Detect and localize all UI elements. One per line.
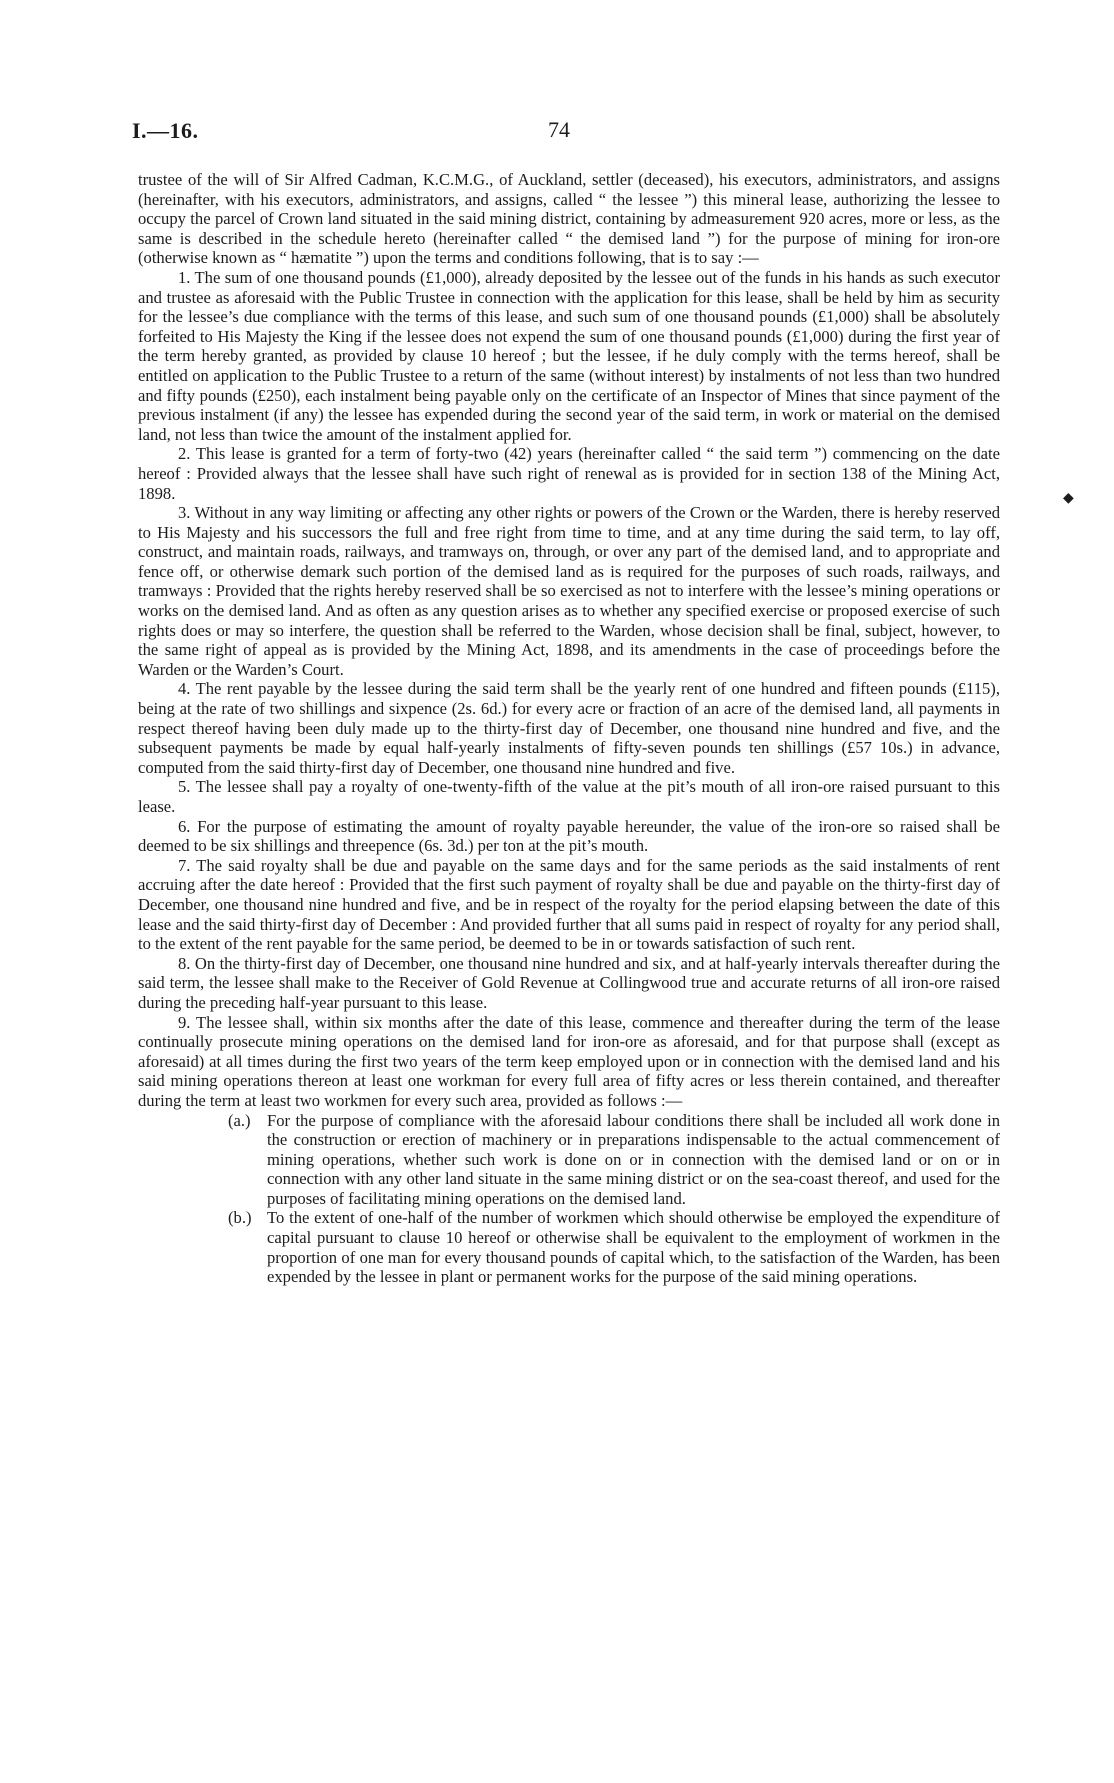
clause-3: 3. Without in any way limiting or affecting any other rights or powers of the Crown or the Warden, there is hereby reserved to His Majesty and his successors the full and free right from time to time, and at any time during the said term, to lay off, construct, and maintain roads, railways, and tramways on, through, or over any part of the demised land, and to appropriate and fence off, or otherwise demark such portion of the demised land as is required for the purposes of such roads, railways, and tramways : Provided that the rights hereby reserved shall be so exercised as not to interfere with the lessee’s mining operations or works on the demised land. And as often as any question arises as to whether any specified exercise or proposed exercise of such rights does or may so interfere, the question shall be referred to the Warden, whose decision shall be final, subject, however, to the same right of appeal as is provided by the Mining Act, 1898, and its amendments in the case of proceedings before the Warden or the Warden’s Court.	[138, 503, 1000, 679]
subclause-a	[228, 1111, 1000, 1209]
subclause-b-text: To the extent of one-half of the number of workmen which should otherwise be employed the expenditure of capital pursuant to clause 10 hereof or otherwise shall be equivalent to the employment of workmen in the proportion of one man for every thousand pounds of capital which, to the satisfaction of the Warden, has been expended by the lessee in plant or permanent works for the purpose of the said mining operations.	[267, 1208, 1000, 1287]
subclause-b	[228, 1208, 1000, 1286]
clause-5: 5. The lessee shall pay a royalty of one-twenty-fifth of the value at the pit’s mouth of all iron-ore raised pursuant to this lease.	[138, 777, 1000, 816]
document-reference: I.—16.	[132, 118, 199, 143]
subclause-b-marker: (b.)	[228, 1208, 252, 1228]
page-number: 74	[548, 117, 570, 142]
subclause-a-text: For the purpose of compliance with the aforesaid labour conditions there shall be included all work done in the construction or erection of machinery or in preparations indispensable to the actual commencement of mining operations, whether such work is done on or in connection with the demised land or on or in connection with any other land situate in the same mining district or on the sea-coast thereof, and used for the purposes of facilitating mining operations on the demised land.	[267, 1110, 1000, 1208]
subclause-a-marker: (a.)	[228, 1110, 251, 1130]
clause-2: 2. This lease is granted for a term of forty-two (42) years (hereinafter called “ the said term ”) commencing on the date hereof : Provided always that the lessee shall have such right of renewal as is provided for in section 138 of the Mining Act, 1898.	[138, 444, 1000, 503]
opening-paragraph: trustee of the will of Sir Alfred Cadman, K.C.M.G., of Auckland, settler (deceased), his executors, administrators, and assigns (hereinafter, with his executors, administrators, and assigns, called “ the lessee ”) this mineral lease, authorizing the lessee to occupy the parcel of Crown land situated in the said mining district, containing by admeasurement 920 acres, more or less, as the same is described in the schedule hereto (hereinafter called “ the demised land ”) for the purpose of mining for iron-ore (otherwise known as “ hæmatite ”) upon the terms and conditions following, that is to say :—	[138, 170, 1000, 268]
clause-4: 4. The rent payable by the lessee during the said term shall be the yearly rent of one hundred and fifteen pounds (£115), being at the rate of two shillings and sixpence (2s. 6d.) for every acre or fraction of an acre of the demised land, all payments in respect thereof having been duly made up to the thirty-first day of December, one thousand nine hundred and five, and the subsequent payments be made by equal half-yearly instalments of fifty-seven pounds ten shillings (£57 10s.) in advance, computed from the said thirty-first day of December, one thousand nine hundred and five.	[138, 679, 1000, 777]
margin-mark-icon: ◆	[1063, 491, 1074, 506]
clause-9-provisos	[138, 1111, 1000, 1287]
clause-6: 6. For the purpose of estimating the amount of royalty payable hereunder, the value of the iron-ore so raised shall be deemed to be six shillings and threepence (6s. 3d.) per ton at the pit’s mouth.	[138, 816, 1000, 856]
clause-9: 9. The lessee shall, within six months after the date of this lease, commence and thereafter during the term of the lease continually prosecute mining operations on the demised land for iron-ore as aforesaid, and for that purpose shall (except as aforesaid) at all times during the first two years of the term keep employed upon or in connection with the demised land and his said mining operations thereon at least one workman for every full area of fifty acres or less therein contained, and thereafter during the term at least two workmen for every such area, provided as follows :—	[138, 1012, 1000, 1110]
clause-1: 1. The sum of one thousand pounds (£1,000), already deposited by the lessee out of the funds in his hands as such executor and trustee as aforesaid with the Public Trustee in connection with the application for this lease, shall be held by him as security for the lessee’s due compliance with the terms of this lease, and such sum of one thousand pounds (£1,000) shall be absolutely forfeited to His Majesty the King if the lessee does not expend the sum of one thousand pounds (£1,000) during the first year of the term hereby granted, as provided by clause 10 hereof ; but the lessee, if he duly comply with the terms hereof, shall be entitled on application to the Public Trustee to a return of the same (without interest) by instalments of not less than two hundred and fifty pounds (£250), each instalment being payable only on the certificate of an Inspector of Mines that since payment of the previous instalment (if any) the lessee has expended during the second year of the said term, in work or material on the demised land, not less than twice the amount of the instalment applied for.	[138, 267, 1000, 444]
lease-body	[138, 170, 1000, 1287]
clause-8: 8. On the thirty-first day of December, one thousand nine hundred and six, and at half-yearly intervals thereafter during the said term, the lessee shall make to the Receiver of Gold Revenue at Collingwood true and accurate returns of all iron-ore raised during the preceding half-year pursuant to this lease.	[138, 953, 1000, 1012]
clause-7: 7. The said royalty shall be due and payable on the same days and for the same periods as the said instalments of rent accruing after the date hereof : Provided that the first such payment of royalty shall be due and payable on the thirty-first day of December, one thousand nine hundred and five, and be in respect of the royalty for the period elapsing between the date of this lease and the said thirty-first day of December : And provided further that all sums paid in respect of royalty for any period shall, to the extent of the rent payable for the same period, be deemed to be in or towards satisfaction of such rent.	[138, 855, 1000, 954]
